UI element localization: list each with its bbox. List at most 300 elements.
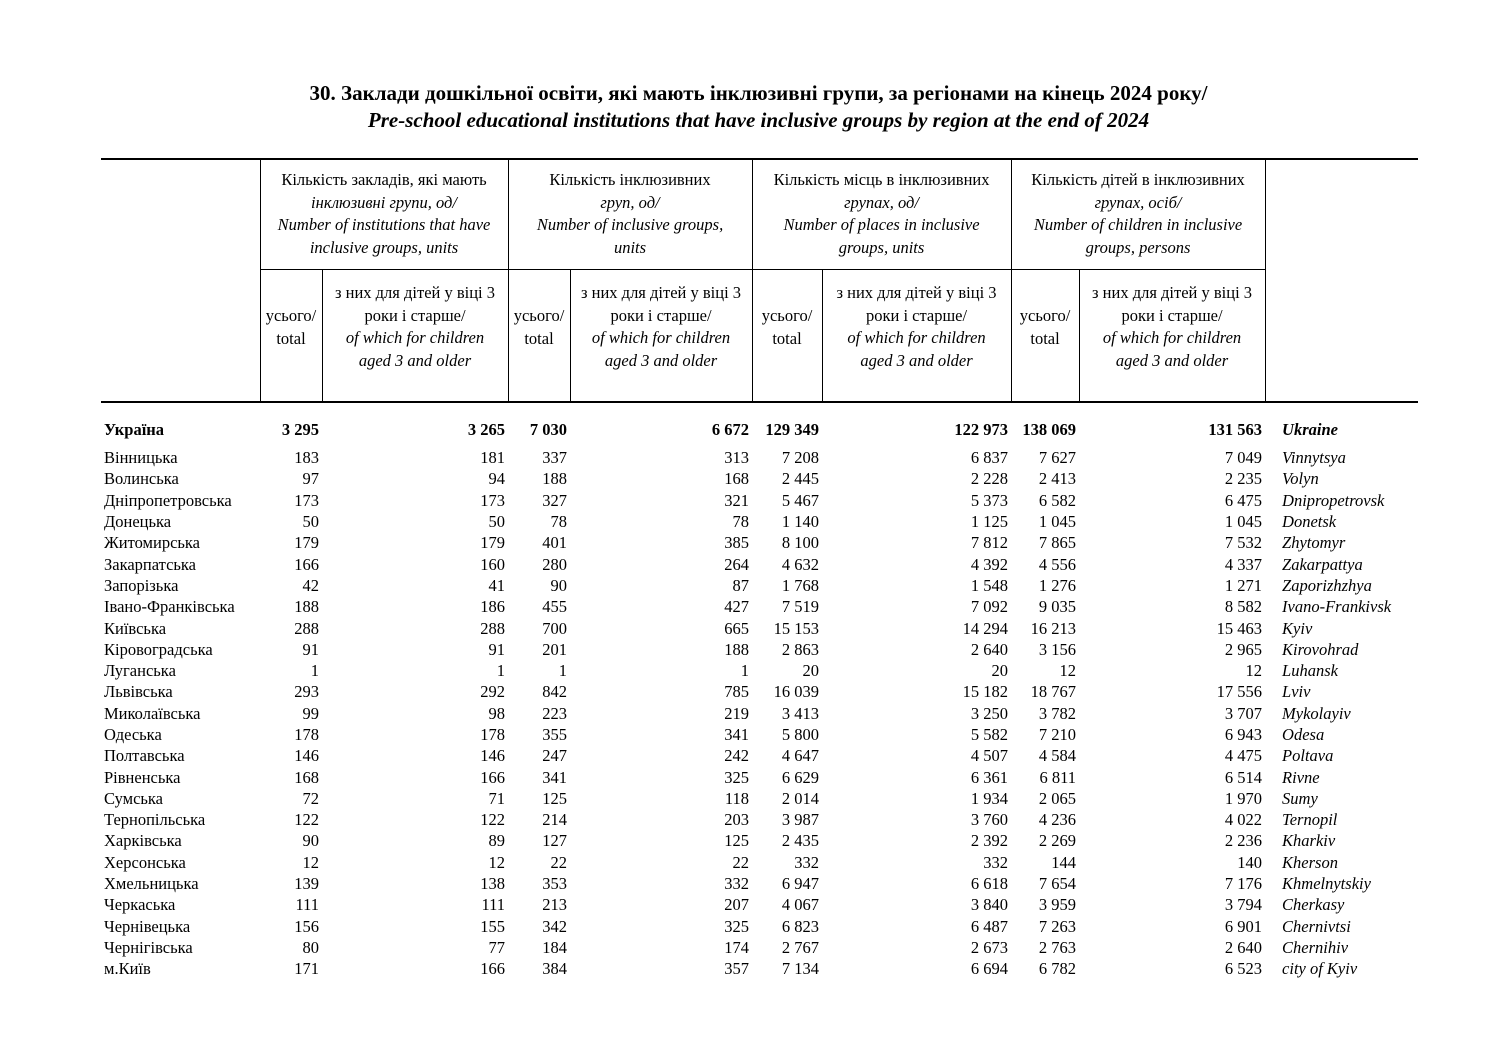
value-cell: 332 xyxy=(794,852,820,872)
value-cell: 313 xyxy=(724,448,750,468)
value-cell: 155 xyxy=(480,916,506,936)
value-cell: 5 467 xyxy=(781,490,820,510)
value-cell: 264 xyxy=(724,554,750,574)
value-cell: 384 xyxy=(542,959,568,979)
table-row xyxy=(101,873,1418,894)
value-cell: 353 xyxy=(542,874,568,894)
region-name-en: Kherson xyxy=(1282,852,1338,872)
value-cell: 12 xyxy=(302,852,319,872)
table-row-total xyxy=(101,413,1418,447)
region-name-en: city of Kyiv xyxy=(1282,959,1358,979)
value-cell: 213 xyxy=(542,895,568,915)
value-cell: 2 445 xyxy=(781,469,820,489)
value-cell: 6 361 xyxy=(970,767,1009,787)
value-cell: 7 654 xyxy=(1038,874,1077,894)
value-cell: 2 236 xyxy=(1224,831,1263,851)
value-cell: 401 xyxy=(542,533,568,553)
region-name-en: Poltava xyxy=(1282,746,1334,766)
region-name-en: Zakarpattya xyxy=(1282,554,1363,574)
value-cell: 242 xyxy=(724,746,750,766)
value-cell: 15 153 xyxy=(773,618,820,638)
value-cell: 125 xyxy=(542,788,568,808)
value-cell: 842 xyxy=(542,682,568,702)
value-cell: 12 xyxy=(1059,661,1077,681)
value-cell: 214 xyxy=(542,810,568,830)
value-cell: 3 987 xyxy=(781,810,820,830)
value-cell: 122 xyxy=(294,810,319,830)
table-row xyxy=(101,681,1418,702)
value-cell: 91 xyxy=(488,639,506,659)
value-cell: 1 045 xyxy=(1224,512,1263,532)
value-cell: 146 xyxy=(480,746,506,766)
value-cell: 6 823 xyxy=(781,916,820,936)
value-cell: 111 xyxy=(481,895,506,915)
value-cell: 1 271 xyxy=(1224,575,1263,595)
header-total: усього/ total xyxy=(508,270,570,403)
value-cell: 3 413 xyxy=(781,703,820,723)
value-cell: 1 934 xyxy=(970,788,1009,808)
region-name-en: Dnipropetrovsk xyxy=(1282,490,1385,510)
region-name-ua: Донецька xyxy=(104,512,172,532)
table-row xyxy=(101,575,1418,596)
value-cell: 9 035 xyxy=(1038,597,1077,617)
value-cell: 186 xyxy=(480,597,506,617)
region-name-en: Zaporizhzhya xyxy=(1282,575,1372,595)
value-cell: 125 xyxy=(724,831,750,851)
value-cell: 1 125 xyxy=(970,512,1009,532)
table-row xyxy=(101,639,1418,660)
region-name-en: Luhansk xyxy=(1282,661,1338,681)
value-cell: 385 xyxy=(724,533,750,553)
value-cell: 179 xyxy=(480,533,506,553)
value-cell: 22 xyxy=(732,852,750,872)
header-region-en xyxy=(1265,159,1418,402)
region-name-ua: Чернівецька xyxy=(104,916,191,936)
value-cell: 455 xyxy=(542,597,568,617)
value-cell: 2 640 xyxy=(970,639,1009,659)
value-cell: 99 xyxy=(302,703,319,723)
region-name-en: Kirovohrad xyxy=(1282,639,1359,659)
header-row-groups xyxy=(101,159,1418,270)
table-row xyxy=(101,511,1418,532)
value-cell: 7 092 xyxy=(970,597,1009,617)
value-cell: 4 475 xyxy=(1224,746,1263,766)
value-cell: 4 507 xyxy=(970,746,1009,766)
value-cell: 6 618 xyxy=(970,874,1009,894)
value-cell: 5 800 xyxy=(781,725,820,744)
value-cell: 223 xyxy=(542,703,568,723)
value-cell: 188 xyxy=(542,469,568,489)
value-cell: 174 xyxy=(724,937,750,957)
region-name-ua: Херсонська xyxy=(104,852,186,872)
value-cell: 50 xyxy=(488,512,506,532)
value-cell: 219 xyxy=(724,703,750,723)
value-cell: 207 xyxy=(724,895,750,915)
table-row xyxy=(101,766,1418,787)
value-cell: 173 xyxy=(480,490,506,510)
value-cell: 5 582 xyxy=(970,725,1009,744)
table-row xyxy=(101,468,1418,489)
value-cell: 184 xyxy=(542,937,568,957)
region-name-en: Odesa xyxy=(1282,725,1325,744)
value-cell: 181 xyxy=(480,448,506,468)
title-english: Pre-school educational institutions that have inclusive groups by region at the end of 2024 xyxy=(367,108,1150,132)
value-cell: 3 959 xyxy=(1038,895,1077,915)
value-cell: 785 xyxy=(724,682,750,702)
value-cell: 89 xyxy=(488,831,506,851)
value-cell: 178 xyxy=(480,725,506,744)
table-row xyxy=(101,809,1418,830)
value-cell: 332 xyxy=(983,852,1009,872)
value-cell: 2 014 xyxy=(781,788,820,808)
table-row xyxy=(101,745,1418,766)
value-cell: 321 xyxy=(724,490,750,510)
value-cell: 91 xyxy=(302,639,319,659)
table-row xyxy=(101,490,1418,511)
value-cell: 342 xyxy=(542,916,568,936)
value-cell: 357 xyxy=(724,959,750,979)
region-name-en: Zhytomyr xyxy=(1282,533,1346,553)
value-cell: 183 xyxy=(294,448,319,468)
header-aged-3-older: з них для дітей у віці 3 роки і старше/ of which for children aged 3 and older xyxy=(322,270,508,403)
region-name-ua: Черкаська xyxy=(104,895,176,915)
value-cell: 14 294 xyxy=(962,618,1009,638)
value-cell: 2 228 xyxy=(970,469,1009,489)
table-row xyxy=(101,553,1418,574)
header-aged-3-older: з них для дітей у віці 3 роки і старше/ of which for children aged 3 and older xyxy=(1079,270,1265,403)
value-cell: 332 xyxy=(724,874,750,894)
table-row xyxy=(101,937,1418,958)
region-name-ua: Полтавська xyxy=(104,746,185,766)
region-name-ua: Дніпропетровська xyxy=(104,490,232,510)
region-name-ua: Одеська xyxy=(104,725,162,744)
value-cell: 144 xyxy=(1051,852,1077,872)
region-name-ua: Миколаївська xyxy=(104,703,201,723)
value-cell: 6 901 xyxy=(1224,916,1263,936)
value-cell: 122 xyxy=(480,810,506,830)
value-cell: 6 523 xyxy=(1224,959,1263,979)
value-cell: 3 782 xyxy=(1038,703,1077,723)
value-cell: 1 045 xyxy=(1038,512,1077,532)
value-cell: 6 475 xyxy=(1224,490,1263,510)
value-cell: 122 973 xyxy=(954,420,1009,439)
value-cell: 8 100 xyxy=(781,533,820,553)
value-cell: 2 435 xyxy=(781,831,820,851)
region-name-en: Donetsk xyxy=(1282,512,1337,532)
header-separator xyxy=(101,402,1418,413)
region-name-ua: Україна xyxy=(104,420,165,439)
value-cell: 3 295 xyxy=(281,420,319,439)
value-cell: 6 487 xyxy=(970,916,1009,936)
region-name-ua: Чернігівська xyxy=(104,937,193,957)
value-cell: 6 629 xyxy=(781,767,820,787)
table-title xyxy=(0,80,1497,134)
value-cell: 173 xyxy=(294,490,319,510)
value-cell: 3 794 xyxy=(1224,895,1263,915)
region-name-en: Volyn xyxy=(1282,469,1319,489)
value-cell: 7 208 xyxy=(781,448,820,468)
value-cell: 6 582 xyxy=(1038,490,1077,510)
value-cell: 7 519 xyxy=(781,597,820,617)
value-cell: 1 276 xyxy=(1038,575,1077,595)
value-cell: 15 182 xyxy=(962,682,1009,702)
table-row xyxy=(101,532,1418,553)
header-total: усього/ total xyxy=(260,270,322,403)
value-cell: 4 236 xyxy=(1038,810,1077,830)
value-cell: 700 xyxy=(542,618,568,638)
value-cell: 77 xyxy=(488,937,506,957)
value-cell: 337 xyxy=(542,448,568,468)
table-row xyxy=(101,958,1418,979)
value-cell: 7 627 xyxy=(1038,448,1077,468)
value-cell: 18 767 xyxy=(1030,682,1077,702)
value-cell: 98 xyxy=(488,703,506,723)
value-cell: 1 140 xyxy=(781,512,820,532)
value-cell: 20 xyxy=(802,661,820,681)
value-cell: 2 640 xyxy=(1224,937,1263,957)
value-cell: 4 337 xyxy=(1224,554,1263,574)
value-cell: 16 213 xyxy=(1030,618,1077,638)
region-name-en: Kharkiv xyxy=(1282,831,1336,851)
title-ukrainian: 30. Заклади дошкільної освіти, які мають інклюзивні групи, за регіонами на кінець 2024 року/ xyxy=(309,81,1208,105)
region-name-ua: Закарпатська xyxy=(104,554,197,574)
region-name-ua: Львівська xyxy=(104,682,173,702)
region-name-ua: Рівненська xyxy=(104,767,181,787)
region-name-en: Rivne xyxy=(1282,767,1320,787)
value-cell: 4 584 xyxy=(1038,746,1077,766)
header-row-subcolumns xyxy=(101,270,1418,403)
value-cell: 160 xyxy=(480,554,506,574)
value-cell: 1 548 xyxy=(970,575,1009,595)
value-cell: 355 xyxy=(542,725,568,744)
table-row xyxy=(101,830,1418,851)
value-cell: 168 xyxy=(724,469,750,489)
value-cell: 3 760 xyxy=(970,810,1009,830)
table-row xyxy=(101,894,1418,915)
value-cell: 6 782 xyxy=(1038,959,1077,979)
region-name-ua: Сумська xyxy=(104,788,164,808)
value-cell: 6 811 xyxy=(1039,767,1077,787)
value-cell: 87 xyxy=(732,575,750,595)
header-aged-3-older: з них для дітей у віці 3 роки і старше/ of which for children aged 3 and older xyxy=(822,270,1011,403)
value-cell: 97 xyxy=(302,469,319,489)
table-row xyxy=(101,788,1418,809)
value-cell: 341 xyxy=(724,725,750,744)
value-cell: 131 563 xyxy=(1208,420,1263,439)
region-name-en: Mykolayiv xyxy=(1282,703,1351,723)
value-cell: 50 xyxy=(302,512,319,532)
value-cell: 139 xyxy=(294,874,319,894)
value-cell: 94 xyxy=(488,469,506,489)
region-name-en: Ukraine xyxy=(1282,420,1338,439)
value-cell: 3 250 xyxy=(970,703,1009,723)
table-row xyxy=(101,852,1418,873)
value-cell: 292 xyxy=(480,682,506,702)
value-cell: 280 xyxy=(542,554,568,574)
value-cell: 127 xyxy=(542,831,568,851)
value-cell: 7 263 xyxy=(1038,916,1077,936)
value-cell: 7 812 xyxy=(970,533,1009,553)
value-cell: 178 xyxy=(294,725,319,744)
table-row xyxy=(101,916,1418,937)
value-cell: 7 865 xyxy=(1038,533,1077,553)
table-row xyxy=(101,596,1418,617)
header-total: усього/ total xyxy=(752,270,822,403)
value-cell: 90 xyxy=(302,831,319,851)
value-cell: 2 392 xyxy=(970,831,1009,851)
region-name-en: Vinnytsya xyxy=(1282,448,1346,468)
value-cell: 2 269 xyxy=(1038,831,1077,851)
table-row xyxy=(101,660,1418,681)
value-cell: 90 xyxy=(550,575,568,595)
value-cell: 166 xyxy=(480,959,506,979)
region-name-en: Kyiv xyxy=(1282,618,1313,638)
value-cell: 111 xyxy=(295,895,319,915)
value-cell: 146 xyxy=(294,746,319,766)
value-cell: 179 xyxy=(294,533,319,553)
region-name-en: Sumy xyxy=(1282,788,1318,808)
value-cell: 288 xyxy=(480,618,506,638)
region-name-en: Chernihiv xyxy=(1282,937,1349,957)
value-cell: 247 xyxy=(542,746,568,766)
value-cell: 665 xyxy=(724,618,750,638)
value-cell: 188 xyxy=(294,597,319,617)
value-cell: 41 xyxy=(488,575,506,595)
value-cell: 78 xyxy=(550,512,568,532)
value-cell: 78 xyxy=(732,512,750,532)
value-cell: 171 xyxy=(294,959,319,979)
value-cell: 6 672 xyxy=(711,420,750,439)
region-name-ua: Запорізька xyxy=(104,575,179,595)
value-cell: 22 xyxy=(550,852,568,872)
value-cell: 1 768 xyxy=(781,575,820,595)
value-cell: 4 632 xyxy=(781,554,820,574)
value-cell: 325 xyxy=(724,916,750,936)
table-row xyxy=(101,617,1418,638)
regional-statistics-table xyxy=(101,158,1418,979)
value-cell: 6 837 xyxy=(970,448,1009,468)
value-cell: 138 069 xyxy=(1022,420,1077,439)
value-cell: 293 xyxy=(294,682,319,702)
table-row xyxy=(101,724,1418,745)
value-cell: 4 556 xyxy=(1038,554,1077,574)
value-cell: 6 514 xyxy=(1224,767,1263,787)
value-cell: 12 xyxy=(488,852,506,872)
value-cell: 20 xyxy=(991,661,1009,681)
value-cell: 4 022 xyxy=(1224,810,1263,830)
value-cell: 8 582 xyxy=(1224,597,1263,617)
value-cell: 427 xyxy=(724,597,750,617)
value-cell: 3 265 xyxy=(467,420,506,439)
value-cell: 2 673 xyxy=(970,937,1009,957)
region-name-en: Chernivtsi xyxy=(1282,916,1351,936)
value-cell: 6 947 xyxy=(781,874,820,894)
region-name-ua: Київська xyxy=(104,618,167,638)
value-cell: 7 134 xyxy=(781,959,820,979)
value-cell: 166 xyxy=(294,554,319,574)
value-cell: 7 210 xyxy=(1038,725,1077,744)
header-region-ua xyxy=(101,159,260,402)
region-name-ua: Луганська xyxy=(104,661,176,681)
table-row xyxy=(101,447,1418,468)
region-name-ua: Хмельницька xyxy=(104,874,199,894)
value-cell: 166 xyxy=(480,767,506,787)
header-group-children: Кількість дітей в інклюзивних групах, осіб/ Number of children in inclusive groups, persons xyxy=(1011,159,1265,270)
value-cell: 201 xyxy=(542,639,568,659)
value-cell: 2 863 xyxy=(781,639,820,659)
region-name-en: Lviv xyxy=(1282,682,1311,702)
region-name-ua: м.Київ xyxy=(104,959,151,979)
region-name-ua: Івано-Франківська xyxy=(104,597,235,617)
value-cell: 3 156 xyxy=(1038,639,1077,659)
value-cell: 16 039 xyxy=(773,682,820,702)
value-cell: 12 xyxy=(1245,661,1263,681)
value-cell: 71 xyxy=(488,788,506,808)
value-cell: 3 840 xyxy=(970,895,1009,915)
value-cell: 7 176 xyxy=(1224,874,1263,894)
value-cell: 1 xyxy=(558,661,568,681)
table-row xyxy=(101,703,1418,724)
value-cell: 4 067 xyxy=(781,895,820,915)
value-cell: 1 xyxy=(740,661,750,681)
value-cell: 341 xyxy=(542,767,568,787)
value-cell: 6 694 xyxy=(970,959,1009,979)
value-cell: 7 049 xyxy=(1224,448,1263,468)
value-cell: 7 532 xyxy=(1224,533,1263,553)
value-cell: 4 647 xyxy=(781,746,820,766)
header-total: усього/ total xyxy=(1011,270,1079,403)
value-cell: 168 xyxy=(294,767,319,787)
value-cell: 80 xyxy=(302,937,319,957)
region-name-ua: Вінницька xyxy=(104,448,178,468)
region-name-ua: Тернопільська xyxy=(104,810,206,830)
value-cell: 288 xyxy=(294,618,319,638)
value-cell: 2 065 xyxy=(1038,788,1077,808)
value-cell: 1 xyxy=(496,661,506,681)
value-cell: 4 392 xyxy=(970,554,1009,574)
value-cell: 129 349 xyxy=(765,420,820,439)
value-cell: 188 xyxy=(724,639,750,659)
header-group-institutions: Кількість закладів, які мають інклюзивні групи, од/ Number of institutions that have inclusive groups, units xyxy=(260,159,508,270)
region-name-ua: Харківська xyxy=(104,831,182,851)
region-name-en: Cherkasy xyxy=(1282,895,1345,915)
header-group-places: Кількість місць в інклюзивних групах, од/ Number of places in inclusive groups, units xyxy=(752,159,1011,270)
value-cell: 6 943 xyxy=(1224,725,1263,744)
value-cell: 325 xyxy=(724,767,750,787)
header-group-inclusive-groups: Кількість інклюзивних груп, од/ Number of inclusive groups, units xyxy=(508,159,752,270)
value-cell: 72 xyxy=(302,788,319,808)
value-cell: 138 xyxy=(480,874,506,894)
value-cell: 1 xyxy=(310,661,319,681)
value-cell: 7 030 xyxy=(529,420,568,439)
value-cell: 3 707 xyxy=(1224,703,1263,723)
value-cell: 327 xyxy=(542,490,568,510)
value-cell: 2 965 xyxy=(1224,639,1263,659)
value-cell: 17 556 xyxy=(1216,682,1263,702)
value-cell: 42 xyxy=(302,575,319,595)
value-cell: 140 xyxy=(1237,852,1263,872)
value-cell: 156 xyxy=(294,916,319,936)
value-cell: 2 413 xyxy=(1038,469,1077,489)
region-name-en: Ternopil xyxy=(1282,810,1338,830)
value-cell: 2 763 xyxy=(1038,937,1077,957)
region-name-ua: Житомирська xyxy=(104,533,201,553)
value-cell: 1 970 xyxy=(1224,788,1263,808)
value-cell: 5 373 xyxy=(970,490,1009,510)
region-name-ua: Волинська xyxy=(104,469,179,489)
value-cell: 2 767 xyxy=(781,937,820,957)
region-name-en: Khmelnytskiy xyxy=(1282,874,1371,894)
